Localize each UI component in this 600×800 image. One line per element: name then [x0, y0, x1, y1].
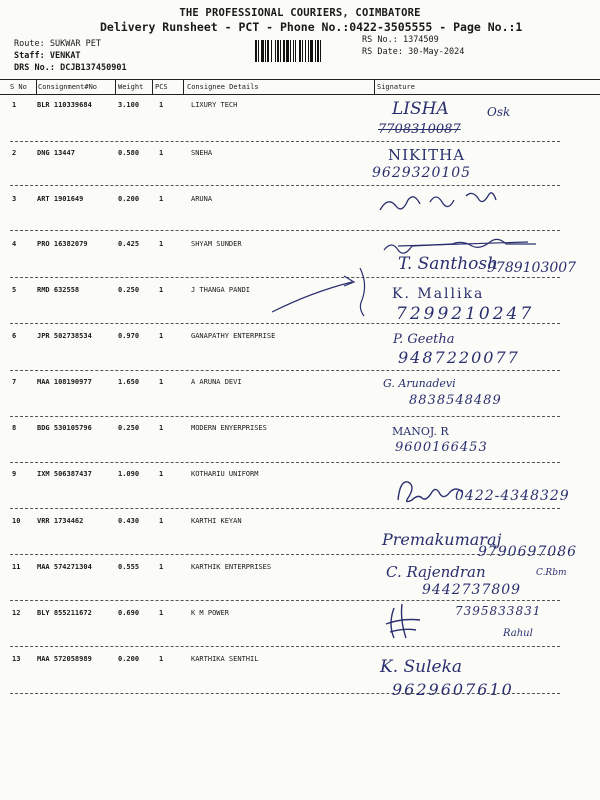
barcode-bar	[277, 40, 279, 62]
barcode-bar	[275, 40, 276, 62]
row-divider	[10, 416, 560, 417]
weight-cell: 0.200	[118, 195, 140, 203]
signature-scribble	[380, 602, 440, 648]
staff-value: VENKAT	[49, 51, 81, 61]
consignment-cell: VRR 1734462	[37, 517, 84, 525]
barcode-bar	[305, 40, 306, 62]
col-header-sno: S No	[10, 83, 27, 91]
signature-phone: 7395833831	[455, 604, 542, 618]
rs-no-line	[362, 35, 439, 45]
barcode-bar	[258, 40, 259, 62]
signature-name: C. Rajendran	[386, 563, 486, 581]
weight-cell: 1.650	[118, 378, 140, 386]
consignment-cell: MAA 572058989	[37, 655, 92, 663]
signature-name: K. Suleka	[380, 657, 463, 677]
barcode-bar	[290, 40, 291, 62]
barcode	[255, 40, 355, 62]
signature-name: T. Santhosh	[398, 254, 499, 274]
col-header-pcs: PCS	[155, 83, 168, 91]
row-divider	[10, 230, 560, 231]
signature-phone: 9629607610	[392, 680, 514, 699]
consignment-cell: PRO 16382079	[37, 240, 88, 248]
row-divider	[10, 646, 560, 647]
col-divider	[374, 80, 375, 94]
row-divider	[10, 370, 560, 371]
sno-cell: 11	[12, 563, 21, 571]
signature-phone: 9442737809	[422, 582, 522, 598]
row-divider	[10, 508, 560, 509]
consignee-cell: SNEHA	[191, 149, 213, 157]
sno-cell: 2	[12, 149, 17, 157]
pcs-cell: 1	[159, 101, 164, 109]
weight-cell: 0.580	[118, 149, 140, 157]
pcs-cell: 1	[159, 470, 164, 478]
drs-label: DRS No.:	[14, 63, 55, 73]
drs-value: DCJB137450901	[60, 63, 127, 73]
weight-cell: 1.090	[118, 470, 140, 478]
route-line	[14, 39, 101, 49]
staff-label: Staff:	[14, 51, 45, 61]
consignment-cell: MAA 108190977	[37, 378, 92, 386]
pcs-cell: 1	[159, 424, 164, 432]
consignment-cell: ART 1901649	[37, 195, 84, 203]
consignment-cell: BDG 530105796	[37, 424, 92, 432]
sno-cell: 13	[12, 655, 21, 663]
runsheet-title: Delivery Runsheet - PCT - Phone No.:0422-3505555 - Page No.:1	[100, 20, 523, 34]
company-title: THE PROFESSIONAL COURIERS, COIMBATORE	[179, 7, 421, 19]
consignment-cell: JPR 502738534	[37, 332, 92, 340]
barcode-bar	[299, 40, 301, 62]
barcode-bar	[261, 40, 264, 62]
consignee-cell: KARTHI KEYAN	[191, 517, 242, 525]
sno-cell: 3	[12, 195, 17, 203]
sno-cell: 8	[12, 424, 17, 432]
barcode-bar	[295, 40, 296, 62]
pcs-cell: 1	[159, 609, 164, 617]
weight-cell: 0.200	[118, 655, 140, 663]
signature-name: P. Geetha	[393, 332, 455, 347]
pcs-cell: 1	[159, 332, 164, 340]
barcode-bar	[317, 40, 319, 62]
consignment-cell: BLY 855211672	[37, 609, 92, 617]
pcs-cell: 1	[159, 240, 164, 248]
pointer-arrow	[268, 262, 380, 320]
sno-cell: 10	[12, 517, 21, 525]
signature-name: MANOJ. R	[392, 425, 449, 438]
pcs-cell: 1	[159, 517, 164, 525]
col-header-consignee: Consignee Details	[187, 83, 259, 91]
signature-phone: 9789103007	[487, 260, 577, 276]
col-divider	[183, 80, 184, 94]
consignee-cell: J THANGA PANDI	[191, 286, 251, 294]
route-label: Route:	[14, 39, 45, 49]
header-top-rule	[0, 79, 600, 80]
pcs-cell: 1	[159, 563, 164, 571]
barcode-bar	[308, 40, 309, 62]
signature-name: G. Arunadevi	[383, 377, 456, 390]
consignment-cell: BLR 110339684	[37, 101, 92, 109]
consignment-cell: IXM 506387437	[37, 470, 92, 478]
pcs-cell: 1	[159, 655, 164, 663]
row-divider	[10, 462, 560, 463]
weight-cell: 0.425	[118, 240, 140, 248]
consignee-cell: MODERN ENYERPRISES	[191, 424, 267, 432]
pcs-cell: 1	[159, 378, 164, 386]
consignee-cell: A ARUNA DEVI	[191, 378, 242, 386]
signature-phone: 9629320105	[372, 165, 472, 181]
barcode-bar	[267, 40, 269, 62]
signature-scribble: C.Rbm	[536, 568, 567, 578]
signature-scribble	[375, 192, 525, 222]
barcode-bar	[315, 40, 316, 62]
rs-no-value: 1374509	[402, 35, 439, 45]
signature-phone: 9790697086	[478, 544, 578, 560]
barcode-bar	[280, 40, 281, 62]
consignment-cell: RMD 632558	[37, 286, 80, 294]
consignee-cell: KARTHIKA SENTHIL	[191, 655, 259, 663]
signature-phone: 0422-4348329	[455, 488, 570, 504]
barcode-bar	[293, 40, 294, 62]
sno-cell: 7	[12, 378, 17, 386]
barcode-bar	[271, 40, 272, 62]
weight-cell: 0.250	[118, 424, 140, 432]
signature-name: K. Mallika	[392, 286, 485, 302]
pcs-cell: 1	[159, 286, 164, 294]
signature-scribble: Osk	[487, 105, 511, 119]
sno-cell: 5	[12, 286, 17, 294]
sno-cell: 6	[12, 332, 17, 340]
signature-name: LISHA	[392, 99, 449, 119]
weight-cell: 3.100	[118, 101, 140, 109]
sno-cell: 12	[12, 609, 21, 617]
barcode-bar	[310, 40, 313, 62]
barcode-bar	[255, 40, 257, 62]
sno-cell: 9	[12, 470, 17, 478]
pcs-cell: 1	[159, 149, 164, 157]
drs-line	[14, 63, 127, 73]
header-bottom-rule	[0, 94, 600, 95]
sno-cell: 4	[12, 240, 17, 248]
col-divider	[152, 80, 153, 94]
row-divider	[10, 185, 560, 186]
sno-cell: 1	[12, 101, 17, 109]
barcode-bar	[283, 40, 285, 62]
col-divider	[36, 80, 37, 94]
consignee-cell: K M POWER	[191, 609, 229, 617]
staff-line	[14, 51, 81, 61]
row-divider	[10, 141, 560, 142]
consignment-cell: MAA 574271304	[37, 563, 92, 571]
weight-cell: 0.430	[118, 517, 140, 525]
col-header-signature: Signature	[377, 83, 415, 91]
col-header-weight: Weight	[118, 83, 144, 91]
signature-phone: 9487220077	[398, 348, 520, 367]
signature-phone: 9600166453	[395, 440, 488, 455]
barcode-bar	[302, 40, 303, 62]
col-divider	[115, 80, 116, 94]
signature-name: Premakumaraj	[382, 530, 502, 549]
consignment-cell: DNG 13447	[37, 149, 75, 157]
consignee-cell: KARTHIK ENTERPRISES	[191, 563, 272, 571]
barcode-bar	[286, 40, 289, 62]
signature-scribble: Rahul	[503, 628, 533, 639]
consignee-cell: KOTHARIU UNIFORM	[191, 470, 259, 478]
signature-name: NIKITHA	[388, 146, 466, 164]
row-divider	[10, 600, 560, 601]
col-header-consignment: Consignment#No	[38, 83, 98, 91]
rs-date-label: RS Date:	[362, 47, 403, 57]
rs-no-label: RS No.:	[362, 35, 398, 45]
weight-cell: 0.690	[118, 609, 140, 617]
weight-cell: 0.555	[118, 563, 140, 571]
route-value: SUKWAR PET	[49, 39, 102, 49]
barcode-bar	[265, 40, 266, 62]
rs-date-value: 30-May-2024	[408, 47, 465, 57]
weight-cell: 0.250	[118, 286, 140, 294]
signature-phone: 8838548489	[409, 393, 502, 408]
pcs-cell: 1	[159, 195, 164, 203]
signature-phone: 7708310087	[378, 122, 461, 137]
weight-cell: 0.970	[118, 332, 140, 340]
barcode-bar	[320, 40, 321, 62]
consignee-cell: LIXURY TECH	[191, 101, 238, 109]
signature-phone: 7299210247	[396, 304, 535, 324]
consignee-cell: ARUNA	[191, 195, 213, 203]
consignee-cell: SHYAM SUNDER	[191, 240, 242, 248]
consignee-cell: GANAPATHY ENTERPRISE	[191, 332, 276, 340]
rs-date-line	[362, 47, 464, 57]
